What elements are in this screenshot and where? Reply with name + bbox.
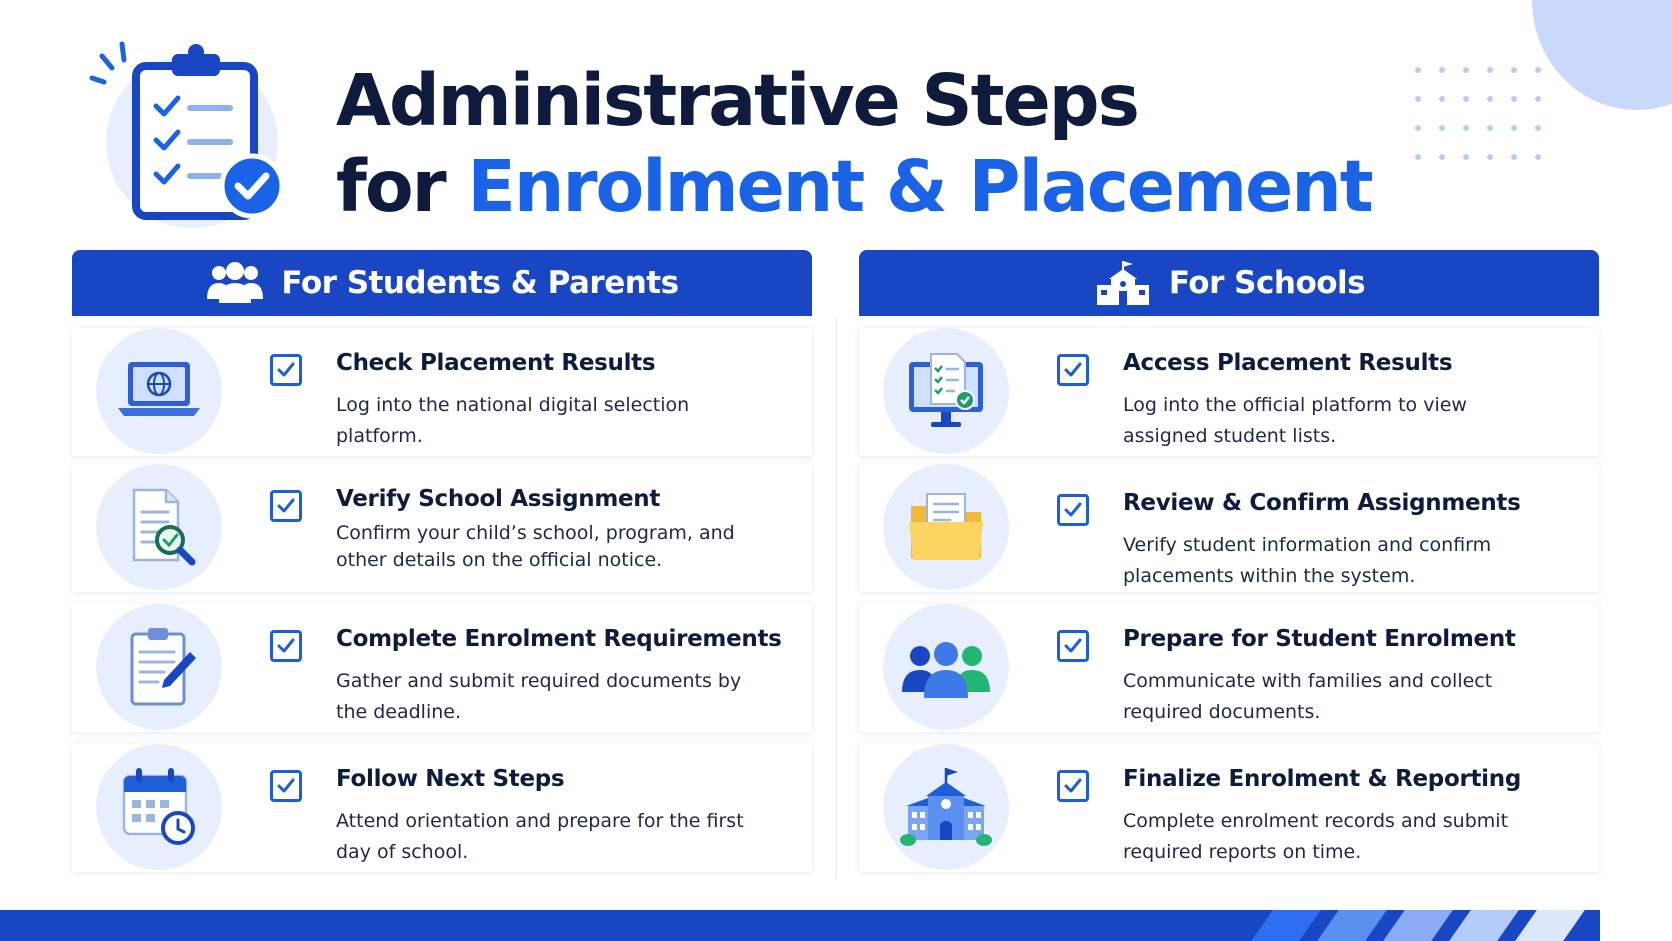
schools-panel <box>859 250 1599 886</box>
document-magnifier-icon <box>96 464 222 590</box>
people-group-icon <box>883 604 1009 730</box>
school-step-4 <box>859 744 1599 872</box>
school-step-2 <box>859 464 1599 592</box>
step-description: Log into the official platform to view assigned student lists. <box>1123 394 1467 447</box>
title-line-2-prefix: for <box>336 145 468 228</box>
title-line-2-accent: Enrolment & Placement <box>467 145 1372 228</box>
schools-panel-title: For Schools <box>1168 265 1366 301</box>
school-step-1 <box>859 328 1599 456</box>
folder-documents-icon <box>883 464 1009 590</box>
school-building-icon <box>1093 259 1153 307</box>
step-description: Complete enrolment records and submit required reports on time. <box>1123 810 1509 863</box>
school-building-icon <box>883 744 1009 870</box>
calendar-clock-icon <box>96 744 222 870</box>
checkbox-checked-icon <box>1057 494 1089 526</box>
step-title: Complete Enrolment Requirements <box>336 626 782 652</box>
student-step-1 <box>72 328 812 456</box>
checkbox-checked-icon <box>270 354 302 386</box>
student-step-2 <box>72 464 812 592</box>
checkbox-checked-icon <box>1057 630 1089 662</box>
column-divider <box>836 318 837 878</box>
monitor-checklist-icon <box>883 328 1009 454</box>
step-title: Follow Next Steps <box>336 766 565 792</box>
title-line-1: Administrative Steps <box>336 59 1138 142</box>
step-description: Log into the national digital selection platform. <box>336 394 690 447</box>
page-title <box>336 58 1372 230</box>
schools-panel-header <box>859 250 1599 316</box>
step-description: Attend orientation and prepare for the first day of school. <box>336 810 744 863</box>
school-step-3 <box>859 604 1599 732</box>
clipboard-checklist-icon <box>80 34 300 234</box>
step-description: Gather and submit required documents by the deadline. <box>336 670 742 723</box>
clipboard-pen-icon <box>96 604 222 730</box>
students-panel-header <box>72 250 812 316</box>
step-title: Check Placement Results <box>336 350 656 376</box>
step-title: Prepare for Student Enrolment <box>1123 626 1516 652</box>
step-title: Verify School Assignment <box>336 486 661 512</box>
students-panel <box>72 250 812 886</box>
corner-decoration <box>1532 0 1672 110</box>
step-title: Finalize Enrolment & Reporting <box>1123 766 1522 792</box>
laptop-globe-icon <box>96 328 222 454</box>
people-group-icon <box>205 259 265 307</box>
checkbox-checked-icon <box>1057 770 1089 802</box>
step-description: Communicate with families and collect required documents. <box>1123 670 1493 723</box>
dot-grid-decoration <box>1415 67 1541 160</box>
title-line-2 <box>336 144 1372 230</box>
step-title: Review & Confirm Assignments <box>1123 490 1521 516</box>
students-panel-title: For Students & Parents <box>281 265 679 301</box>
checkbox-checked-icon <box>270 490 302 522</box>
step-title: Access Placement Results <box>1123 350 1453 376</box>
student-step-3 <box>72 604 812 732</box>
student-step-4 <box>72 744 812 872</box>
footer-bar <box>0 910 1672 941</box>
step-description: Confirm your child’s school, program, and other details on the official notice. <box>336 522 735 571</box>
checkbox-checked-icon <box>270 770 302 802</box>
step-description: Verify student information and confirm placements within the system. <box>1123 534 1492 587</box>
checkbox-checked-icon <box>270 630 302 662</box>
checkbox-checked-icon <box>1057 354 1089 386</box>
